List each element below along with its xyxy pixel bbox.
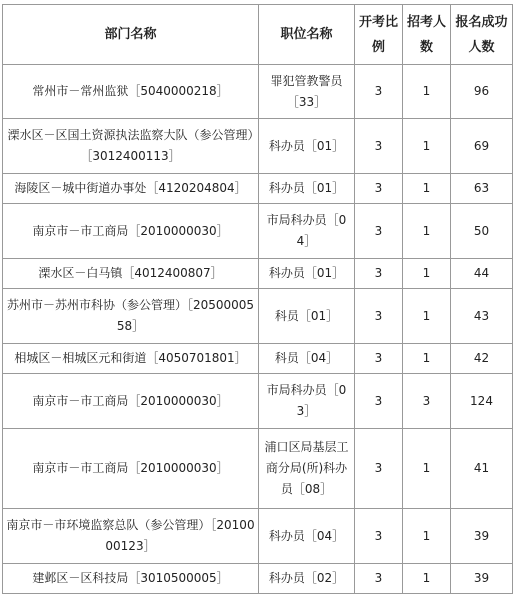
ratio-cell: 3 [355, 259, 403, 289]
table-row [3, 509, 513, 564]
ratio-cell: 3 [355, 119, 403, 174]
table-row [3, 119, 513, 174]
applicants-table [2, 4, 513, 594]
header-position: 职位名称 [259, 5, 355, 65]
table-row [3, 374, 513, 429]
applicants-cell: 42 [451, 344, 513, 374]
dept-cell: 南京市－市环境监察总队（参公管理）［2010000123］ [3, 509, 259, 564]
dept-cell: 相城区－相城区元和街道［4050701801］ [3, 344, 259, 374]
ratio-cell: 3 [355, 289, 403, 344]
applicants-cell: 39 [451, 564, 513, 594]
applicants-cell: 124 [451, 374, 513, 429]
table-row [3, 344, 513, 374]
dept-cell: 苏州市－苏州市科协（参公管理）［2050000558］ [3, 289, 259, 344]
table-row [3, 204, 513, 259]
table-row [3, 429, 513, 509]
ratio-cell: 3 [355, 564, 403, 594]
table-row [3, 564, 513, 594]
dept-cell: 南京市－市工商局［2010000030］ [3, 374, 259, 429]
position-cell: 科办员［02］ [259, 564, 355, 594]
applicants-cell: 39 [451, 509, 513, 564]
dept-cell: 溧水区－区国土资源执法监察大队（参公管理）［3012400113］ [3, 119, 259, 174]
position-cell: 科办员［01］ [259, 174, 355, 204]
position-cell: 科员［04］ [259, 344, 355, 374]
applicants-cell: 50 [451, 204, 513, 259]
ratio-cell: 3 [355, 204, 403, 259]
dept-cell: 溧水区－白马镇［4012400807］ [3, 259, 259, 289]
quota-cell: 1 [403, 344, 451, 374]
quota-cell: 1 [403, 509, 451, 564]
position-cell: 科办员［04］ [259, 509, 355, 564]
dept-cell: 南京市－市工商局［2010000030］ [3, 204, 259, 259]
quota-cell: 1 [403, 65, 451, 119]
applicants-cell: 96 [451, 65, 513, 119]
applicants-cell: 41 [451, 429, 513, 509]
ratio-cell: 3 [355, 429, 403, 509]
applicants-cell: 69 [451, 119, 513, 174]
table-row [3, 289, 513, 344]
dept-cell: 南京市－市工商局［2010000030］ [3, 429, 259, 509]
applicants-cell: 44 [451, 259, 513, 289]
position-cell: 科办员［01］ [259, 259, 355, 289]
header-dept: 部门名称 [3, 5, 259, 65]
position-cell: 市局科办员［03］ [259, 374, 355, 429]
position-cell: 市局科办员［04］ [259, 204, 355, 259]
quota-cell: 1 [403, 429, 451, 509]
position-cell: 科员［01］ [259, 289, 355, 344]
position-cell: 浦口区局基层工商分局(所)科办员［08］ [259, 429, 355, 509]
ratio-cell: 3 [355, 65, 403, 119]
quota-cell: 1 [403, 119, 451, 174]
position-cell: 罪犯管教警员［33］ [259, 65, 355, 119]
quota-cell: 1 [403, 289, 451, 344]
quota-cell: 3 [403, 374, 451, 429]
header-row [3, 5, 513, 65]
dept-cell: 海陵区－城中街道办事处［4120204804］ [3, 174, 259, 204]
header-quota: 招考人数 [403, 5, 451, 65]
header-ratio: 开考比例 [355, 5, 403, 65]
table-row [3, 65, 513, 119]
quota-cell: 1 [403, 174, 451, 204]
header-applicants: 报名成功人数 [451, 5, 513, 65]
applicants-cell: 63 [451, 174, 513, 204]
ratio-cell: 3 [355, 374, 403, 429]
table-row [3, 174, 513, 204]
quota-cell: 1 [403, 564, 451, 594]
quota-cell: 1 [403, 204, 451, 259]
ratio-cell: 3 [355, 174, 403, 204]
dept-cell: 常州市－常州监狱［5040000218］ [3, 65, 259, 119]
applicants-cell: 43 [451, 289, 513, 344]
ratio-cell: 3 [355, 509, 403, 564]
position-cell: 科办员［01］ [259, 119, 355, 174]
quota-cell: 1 [403, 259, 451, 289]
ratio-cell: 3 [355, 344, 403, 374]
dept-cell: 建邺区－区科技局［3010500005］ [3, 564, 259, 594]
table-row [3, 259, 513, 289]
